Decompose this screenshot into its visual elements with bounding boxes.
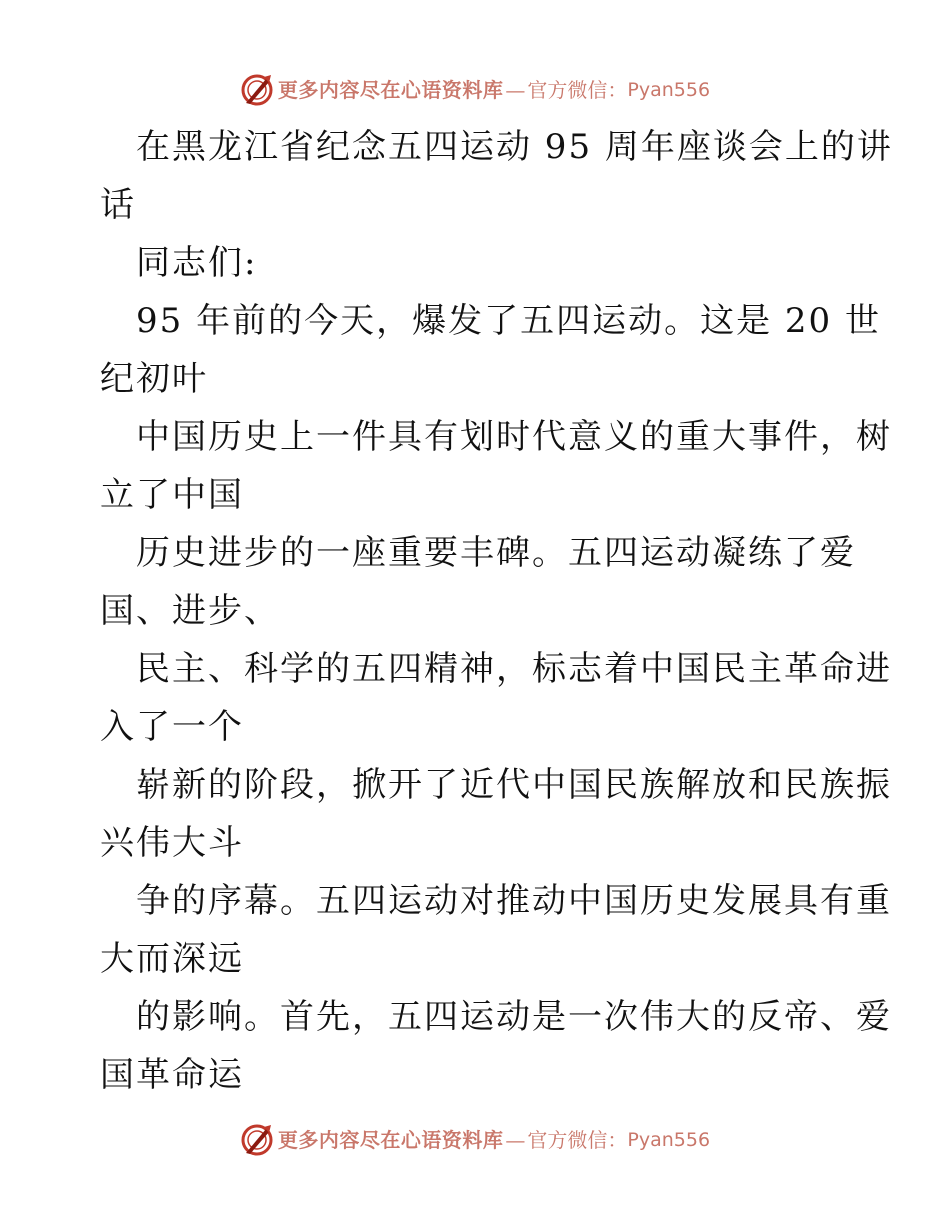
text-line: 兴伟大斗 <box>100 823 244 863</box>
wechat-id: Pyan556 <box>627 79 711 101</box>
text-line: 中国历史上一件具有划时代意义的重大事件，树 <box>136 417 892 457</box>
text-line: 崭新的阶段，掀开了近代中国民族解放和民族振 <box>136 765 892 805</box>
text-line: 大而深远 <box>100 939 244 979</box>
text-line: 95 年前的今天，爆发了五四运动。这是 20 世 <box>136 301 881 341</box>
banner-separator: — <box>505 1128 526 1152</box>
text-line: 历史进步的一座重要丰碑。五四运动凝练了爱 <box>136 533 856 573</box>
text-line: 话 <box>100 185 136 225</box>
text-line: 争的序幕。五四运动对推动中国历史发展具有重 <box>136 881 892 921</box>
text-line: 纪初叶 <box>100 359 208 399</box>
wechat-label: 官方微信： <box>527 1128 628 1152</box>
banner-slogan: 更多内容尽在心语资料库 <box>277 1128 504 1152</box>
text-line: 民主、科学的五四精神，标志着中国民主革命进 <box>136 649 892 689</box>
text-line: 入了一个 <box>100 707 244 747</box>
banner-separator: — <box>505 78 526 102</box>
text-line: 国革命运 <box>100 1055 244 1095</box>
document-body <box>100 118 893 1104</box>
wechat-label: 官方微信： <box>527 78 628 102</box>
text-line: 在黑龙江省纪念五四运动 95 周年座谈会上的讲 <box>136 127 893 167</box>
banner-slogan: 更多内容尽在心语资料库 <box>277 78 504 102</box>
quill-pen-circle-icon <box>240 1123 274 1157</box>
text-line: 国、进步、 <box>100 591 280 631</box>
text-line: 的影响。首先，五四运动是一次伟大的反帝、爱 <box>136 997 892 1037</box>
quill-pen-circle-icon <box>240 73 274 107</box>
footer-banner <box>0 1120 950 1160</box>
text-line: 立了中国 <box>100 475 244 515</box>
salutation: 同志们: <box>136 243 258 283</box>
wechat-id: Pyan556 <box>627 1129 711 1151</box>
header-banner <box>0 70 950 110</box>
